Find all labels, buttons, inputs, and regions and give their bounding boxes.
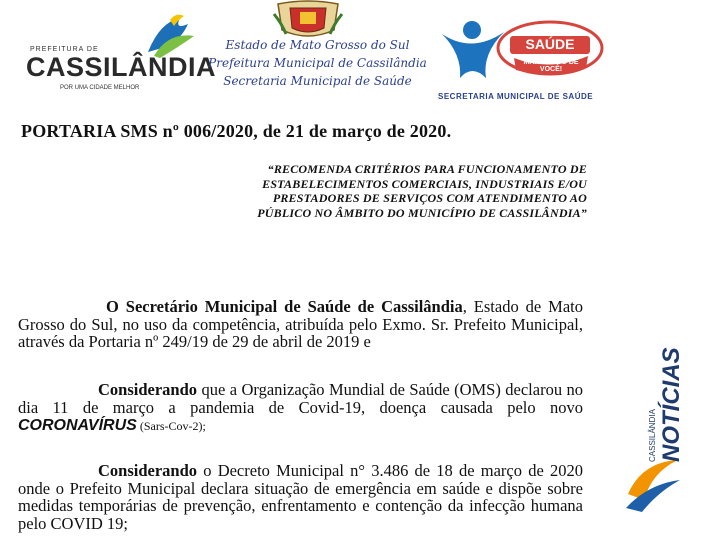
paragraph-text: que a Organização Mundial de Saúde (OMS) declarou no dia 11 de março a pandemia de Covid-19, doença causada pelo novo bbox=[18, 380, 583, 417]
watermark-brand: NOTÍCIAS bbox=[658, 347, 685, 462]
secretariat-label: SECRETARIA MUNICIPAL DE SAÚDE bbox=[438, 92, 594, 101]
header-institution-lines bbox=[200, 36, 435, 90]
badge-subtitle: MAIS PERTO DE VOCÊ! bbox=[523, 59, 579, 73]
news-watermark bbox=[622, 347, 692, 518]
paragraph-text: o Decreto Municipal n° 3.486 de 18 de março de 2020 onde o Prefeito Municipal declara situação de emergência em saúde e dispõe sobre medidas temporárias de prevenção, enfrentamento e contenção da infecção humana pelo COVID 19; bbox=[18, 461, 583, 533]
city-name: CASSILÂNDIA bbox=[26, 52, 217, 82]
paragraph-lead: Considerando bbox=[98, 461, 198, 480]
health-secretariat-logo bbox=[432, 14, 612, 106]
paragraph-considerando-2 bbox=[18, 462, 583, 532]
paragraph-preamble bbox=[18, 298, 583, 351]
paragraph-considerando-1 bbox=[18, 381, 583, 436]
quote-line: PRESTADORES DE SERVIÇOS COM ATENDIMENTO AO bbox=[272, 191, 587, 205]
paragraph-lead: Considerando bbox=[98, 380, 198, 399]
prefeitura-label: PREFEITURA DE bbox=[30, 46, 99, 53]
coat-of-arms-icon bbox=[272, 0, 344, 40]
paragraph-text: , Estado de Mato Grosso do Sul, no uso da competência, atribuída pelo Exmo. Sr. Prefeito Municipal, através da Portaria nº 249/19 de 29 de abril de 2019 e bbox=[18, 297, 584, 351]
virus-note: (Sars-Cov-2); bbox=[136, 419, 206, 433]
quote-line: “RECOMENDA CRITÉRIOS PARA FUNCIONAMENTO DE bbox=[267, 162, 587, 176]
state-line: Estado de Mato Grosso do Sul bbox=[225, 38, 410, 52]
prefeitura-logo bbox=[22, 12, 217, 98]
paragraph-lead: O Secretário Municipal de Saúde de Cassilândia bbox=[106, 297, 463, 316]
quote-line: ESTABELECIMENTOS COMERCIAIS, INDUSTRIAIS E/OU bbox=[262, 176, 587, 191]
document-title: PORTARIA SMS nº 006/2020, de 21 de março de 2020. bbox=[21, 121, 452, 141]
quote-line: PÚBLICO NO ÂMBITO DO MUNICÍPIO DE CASSILÂNDIA” bbox=[257, 205, 587, 220]
secretariat-line: Secretaria Municipal de Saúde bbox=[223, 74, 412, 88]
health-figure-icon bbox=[432, 14, 612, 94]
ementa-quote bbox=[229, 162, 587, 220]
city-slogan: POR UMA CIDADE MELHOR bbox=[60, 85, 140, 91]
virus-name: CORONAVÍRUS bbox=[18, 417, 137, 434]
prefecture-line: Prefeitura Municipal de Cassilândia bbox=[208, 56, 427, 70]
watermark-city: CASSILÂNDIA bbox=[648, 409, 657, 462]
badge-title: SAÚDE bbox=[525, 36, 575, 52]
